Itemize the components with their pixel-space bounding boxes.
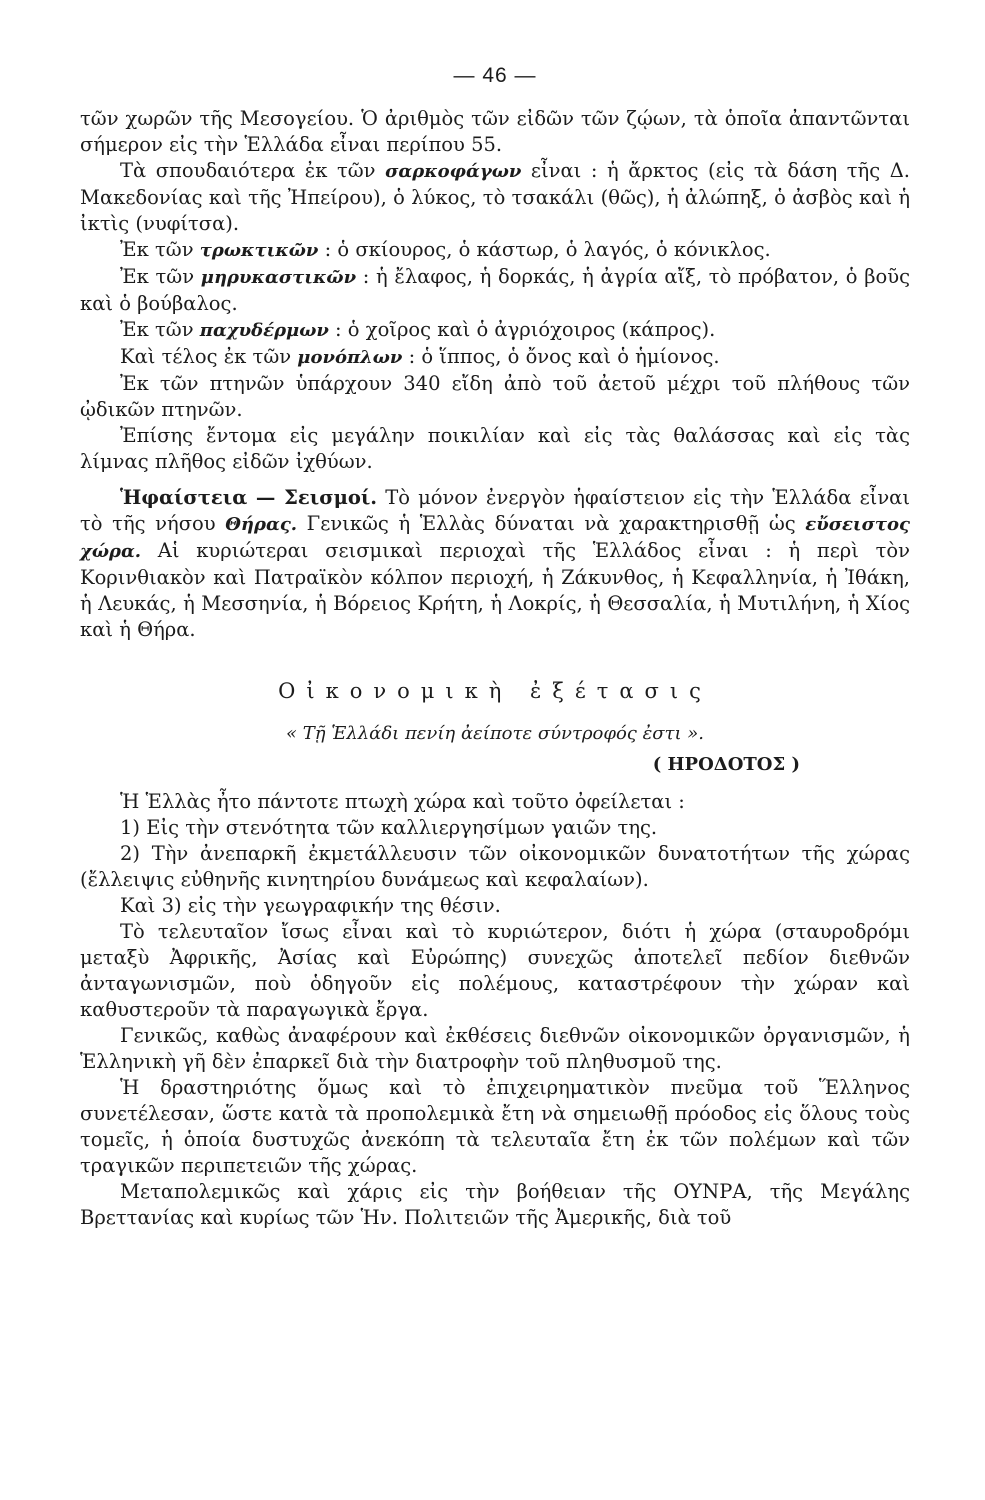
paragraph-fauna-count: τῶν χωρῶν τῆς Μεσογείου. Ὁ ἀριθμὸς τῶν εἰδῶν τῶν ζῴων, τὰ ὁποῖα ἀπαντῶνται σήμερον εἰς τὴν Ἑλλάδα εἶναι περίπου 55. (80, 107, 910, 156)
text-part-3: Αἱ κυριώτεραι σεισμικαὶ περιοχαὶ τῆς Ἑλλάδος εἶναι : ἡ περὶ τὸν Κορινθιακὸν καὶ Πατραϊκὸν κόλπον περιοχή, ἡ Ζάκυνθος, ἡ Κεφαλληνία, ἡ Ἰθάκη, ἡ Λευκάς, ἡ Μεσσηνία, ἡ Βόρειος Κρήτη, ἡ Λοκρίς, ἡ Θεσσαλία, ἡ Μυτιλήνη, ἡ Χίος καὶ ἡ Θήρα. (80, 539, 910, 641)
term-rodents: τρωκτικῶν (199, 240, 319, 261)
text-part-2: Γενικῶς ἡ Ἑλλὰς δύναται νὰ χαρακτηρισθῇ ὡς (297, 512, 806, 535)
page-number: — 46 — (453, 64, 537, 87)
paragraph-entrepreneurship: Ἡ δραστηριότης ὅμως καὶ τὸ ἐπιχειρηματικὸν πνεῦμα τοῦ Ἕλληνος συνετέλεσαν, ὥστε κατὰ τὰ προπολεμικὰ ἔτη νὰ σημειωθῇ πρόοδος εἰς ὅλους τοὺς τομεῖς, ἡ ὁποία δυστυχῶς ἀνεκόπη τὰ τελευταῖα ἔτη ἐκ τῶν πολέμων καὶ τῶν τραγικῶν περιπετειῶν τῆς χώρας. (80, 1076, 910, 1177)
paragraph-ruminants (80, 264, 910, 317)
term-pachyderms: παχυδέρμων (199, 320, 329, 341)
paragraph-birds: Ἐκ τῶν πτηνῶν ὑπάρχουν 340 εἴδη ἀπὸ τοῦ ἀετοῦ μέχρι τοῦ πλήθους τῶν ᾠδικῶν πτηνῶν. (80, 372, 910, 421)
body-text (80, 106, 910, 643)
paragraph-equids (80, 344, 910, 371)
list-item-1: 1) Εἰς τὴν στενότητα τῶν καλλιεργησίμων γαιῶν της. (120, 816, 658, 839)
text-rest: : ὁ ἵππος, ὁ ὄνος καὶ ὁ ἡμίονος. (402, 345, 720, 368)
text-rest: εἶναι : ἡ ἄρκτος (εἰς τὰ δάση τῆς Δ. Μακεδονίας καὶ τῆς Ἠπείρου), ὁ λύκος, τὸ τσακάλι (θῶς), ἡ ἀλώπηξ, ὁ ἀσβὸς καὶ ἡ ἰκτὶς (νυφίτσα). (80, 159, 910, 235)
paragraph-rodents (80, 237, 910, 264)
epigraph-quote: « Τῇ Ἑλλάδι πενίη ἀείποτε σύντροφός ἐστι ». (285, 723, 705, 744)
economy-text (80, 789, 910, 1231)
text-part-1: Τὸ μόνον ἐνεργὸν ἡφαίστειον εἰς τὴν Ἑλλάδα εἶναι τὸ τῆς νήσου (80, 486, 910, 535)
epigraph-author: ( ΗΡΟΔΟΤΟΣ ) (652, 754, 800, 775)
list-item-3: Καὶ 3) εἰς τὴν γεωγραφικήν της θέσιν. (120, 894, 501, 917)
term-thera: Θήρας. (225, 514, 298, 535)
paragraph-land-insufficient: Γενικῶς, καθὼς ἀναφέρουν καὶ ἐκθέσεις διεθνῶν οἰκονομικῶν ὀργανισμῶν, ἡ Ἑλληνικὴ γῆ δὲν ἐπαρκεῖ διὰ τὴν διατροφὴν τοῦ πληθυσμοῦ της. (80, 1024, 910, 1073)
text-lead: Τὰ σπουδαιότερα ἐκ τῶν (120, 159, 386, 182)
paragraph-volcanoes-earthquakes (80, 485, 910, 643)
text-rest: : ὁ χοῖρος καὶ ὁ ἀγριόχοιρος (κάπρος). (328, 318, 716, 341)
text-rest: : ὁ σκίουρος, ὁ κάστωρ, ὁ λαγός, ὁ κόνικλος. (318, 238, 771, 261)
section-title: Οἰκονομικὴ ἐξέτασις (278, 679, 712, 703)
paragraph-poverty-intro: Ἡ Ἑλλὰς ἦτο πάντοτε πτωχὴ χώρα καὶ τοῦτο ὀφείλεται : (120, 790, 685, 813)
term-ruminants: μηρυκαστικῶν (200, 267, 357, 288)
text-lead: Ἐκ τῶν (120, 265, 201, 288)
text-rest: : ἡ ἔλαφος, ἡ δορκάς, ἡ ἀγρία αἴξ, τὸ πρόβατον, ὁ βοῦς καὶ ὁ βούβαλος. (80, 265, 910, 315)
paragraph-postwar-aid: Μεταπολεμικῶς καὶ χάρις εἰς τὴν βοήθειαν τῆς ΟΥΝΡΑ, τῆς Μεγάλης Βρεττανίας καὶ κυρίως τῶν Ἡν. Πολιτειῶν τῆς Ἀμερικῆς, διὰ τοῦ (80, 1180, 910, 1229)
paragraph-pachyderms (80, 317, 910, 344)
list-item-2: 2) Τὴν ἀνεπαρκῆ ἐκμετάλλευσιν τῶν οἰκονομικῶν δυνατοτήτων τῆς χώρας (ἔλλειψις εὐθηνῆς κινητηρίου δυνάμεως καὶ κεφαλαίων). (80, 842, 910, 891)
paragraph-carnivores (80, 158, 910, 237)
term-seismic-country: εὔσειστος χώρα. (80, 514, 910, 562)
term-carnivores: σαρκοφάγων (385, 161, 522, 182)
paragraph-insects-fish: Ἐπίσης ἔντομα εἰς μεγάλην ποικιλίαν καὶ εἰς τὰς θαλάσσας καὶ εἰς τὰς λίμνας πλῆθος εἰδῶν ἰχθύων. (80, 424, 910, 473)
term-equids: μονόπλων (297, 347, 403, 368)
page (80, 64, 910, 1231)
inline-heading-volcanoes: Ἡφαίστεια — Σεισμοί. (120, 486, 378, 509)
text-lead: Ἐκ τῶν (120, 318, 200, 341)
text-lead: Καὶ τέλος ἐκ τῶν (120, 345, 298, 368)
paragraph-geography: Τὸ τελευταῖον ἴσως εἶναι καὶ τὸ κυριώτερον, διότι ἡ χώρα (σταυροδρόμι μεταξὺ Ἀφρικῆς, Ἀσίας καὶ Εὐρώπης) συνεχῶς ἀποτελεῖ πεδίον διεθνῶν ἀνταγωνισμῶν, ποὺ ὁδηγοῦν εἰς πολέμους, καταστρέφουν τὴν χώραν καὶ καθυστεροῦν τὰ παραγωγικὰ ἔργα. (80, 920, 910, 1021)
text-lead: Ἐκ τῶν (120, 238, 200, 261)
